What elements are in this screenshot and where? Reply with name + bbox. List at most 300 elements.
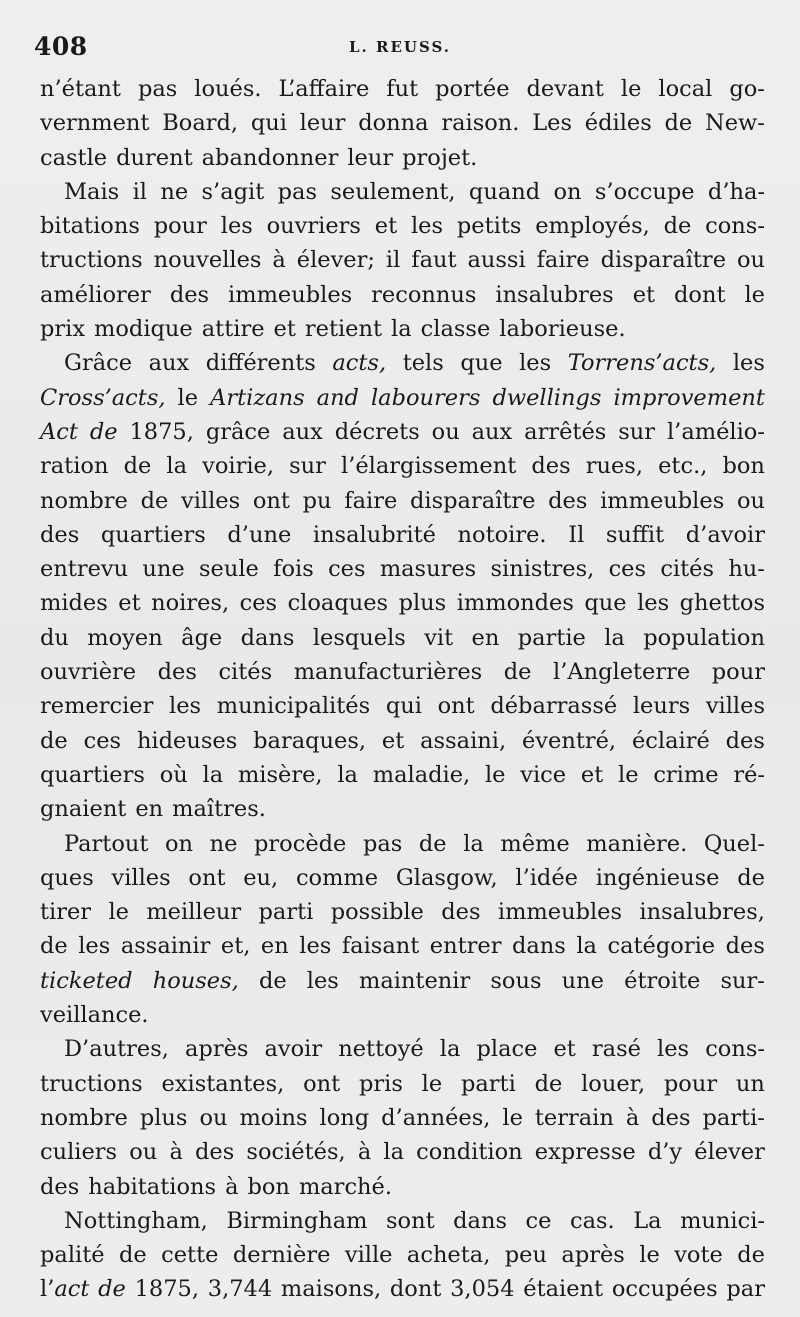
word: les (220, 213, 253, 240)
word: dont (389, 1276, 442, 1303)
word: immeubles (228, 281, 353, 308)
word: ne (209, 830, 238, 857)
word: dont (674, 281, 726, 308)
word: même (500, 830, 570, 857)
word: fois (273, 556, 314, 583)
word: quartiers (100, 521, 206, 548)
word: pour (663, 1070, 718, 1097)
word: attire (201, 316, 265, 343)
word: le (177, 384, 199, 411)
word: entrevu (40, 556, 129, 583)
word: Grâce (64, 350, 133, 377)
text-line (40, 449, 765, 483)
word: aux (148, 350, 190, 377)
word: manufacturières (293, 659, 483, 686)
word: Mais (64, 178, 120, 205)
word: insalubrité (312, 521, 436, 548)
word: ont (188, 864, 226, 891)
word: petits (456, 213, 522, 240)
text-line (40, 827, 765, 861)
word: immondes (456, 590, 574, 617)
word: après (185, 1036, 249, 1063)
word: la (202, 761, 224, 788)
word: improvement (613, 384, 765, 411)
word: dans (453, 1207, 508, 1234)
word: cloaques (287, 590, 389, 617)
word: ghettos (679, 590, 765, 617)
word: L’affaire (278, 76, 370, 102)
word: ces (83, 727, 122, 754)
word: acts, (332, 350, 387, 377)
word: modique (94, 316, 193, 343)
word: le (108, 899, 129, 926)
word: go- (729, 76, 765, 102)
text-line (40, 552, 765, 586)
word: ou (736, 247, 765, 274)
word: Artizans (210, 384, 305, 411)
word: assaini, (420, 727, 507, 754)
page-number: 408 (34, 32, 88, 61)
word: des (725, 933, 765, 960)
word: décrets (334, 418, 420, 445)
word: différents (205, 350, 316, 377)
word: procède (254, 830, 347, 857)
word: les (169, 693, 202, 720)
word: etc., (658, 453, 708, 480)
word: marché. (298, 1173, 393, 1200)
word: cons- (705, 1036, 765, 1063)
word: tirer (40, 899, 92, 926)
word: et (553, 1036, 576, 1063)
word: pour (153, 213, 207, 240)
text-line (40, 381, 765, 415)
text-line (40, 312, 765, 346)
word: de (503, 659, 532, 686)
text-line (40, 586, 765, 620)
word: des (531, 453, 571, 480)
word: leurs (632, 693, 691, 720)
word: mides (40, 590, 108, 617)
word: de (737, 864, 765, 891)
word: hideuses (136, 727, 238, 754)
word: lesquels (312, 624, 406, 651)
word: une (561, 967, 604, 994)
text-line (40, 209, 765, 243)
word: ces (328, 556, 366, 583)
word: loués. (194, 76, 262, 102)
word: cette (161, 1242, 219, 1269)
word: à (225, 1173, 239, 1200)
word: pas (362, 830, 403, 857)
word: suffit (605, 521, 665, 548)
word: de (123, 453, 152, 480)
word: du (40, 624, 69, 651)
word: vernment (40, 110, 150, 137)
word: ouvriers (266, 213, 361, 240)
word: des (548, 487, 588, 514)
word: des (195, 1139, 235, 1166)
word: ou (431, 418, 460, 445)
word: habitations (88, 1173, 217, 1200)
word: noires, (151, 590, 230, 617)
word: la (337, 761, 358, 788)
word: meilleur (146, 899, 242, 926)
word: villes (180, 487, 241, 514)
word: voirie, (202, 453, 274, 480)
word: la (383, 1139, 404, 1166)
word: masures (379, 556, 477, 583)
text-line (40, 1238, 765, 1272)
word: 1875, (129, 418, 194, 445)
word: New- (705, 110, 765, 137)
word: de (140, 487, 169, 514)
text-line (40, 1101, 765, 1135)
word: le (744, 281, 765, 308)
word: seulement, (330, 178, 456, 205)
word: pas (137, 76, 178, 102)
word: tels (402, 350, 444, 377)
text-line (40, 861, 765, 895)
word: ce (525, 1207, 552, 1234)
word: grâce (205, 418, 271, 445)
word: misère, (237, 761, 323, 788)
word: parti (258, 899, 314, 926)
word: condition (416, 1139, 523, 1166)
word: moins (239, 1104, 308, 1131)
word: bon (247, 1173, 290, 1200)
word: de (418, 830, 447, 857)
word: des (40, 521, 80, 548)
text-line (40, 689, 765, 723)
word: insalubres (495, 281, 614, 308)
word: étaient (523, 1276, 604, 1303)
word: rues, (585, 453, 643, 480)
word: en (471, 624, 500, 651)
word: reconnus (371, 281, 477, 308)
word: des (169, 281, 210, 308)
word: place (476, 1036, 538, 1063)
word: ou (129, 1139, 158, 1166)
word: n’étant (40, 76, 121, 102)
word: et (273, 316, 296, 343)
word: Partout (64, 830, 149, 857)
word: s’occupe (594, 178, 695, 205)
word: la (166, 453, 188, 480)
word: le (421, 1070, 443, 1097)
word: Il (568, 521, 585, 548)
word: à (357, 1139, 372, 1166)
word: les (299, 933, 332, 960)
word: fut (386, 76, 419, 102)
word: Nottingham, (64, 1207, 208, 1234)
word: élever; (296, 247, 375, 274)
word: avoir (264, 1036, 323, 1063)
word: ré- (733, 761, 765, 788)
word: 3,744 (207, 1276, 273, 1303)
word: projet. (402, 144, 478, 171)
word: cas. (569, 1207, 615, 1234)
word: et (374, 213, 398, 240)
word: maintenir (359, 967, 471, 994)
word: bon (722, 453, 765, 480)
word: tructions (40, 1070, 143, 1097)
word: d’y (647, 1139, 683, 1166)
text-line (40, 724, 765, 758)
word: hu- (728, 556, 765, 583)
text-line (40, 895, 765, 929)
word: villes (705, 693, 765, 720)
word: en (135, 796, 164, 823)
word: ingénieuse (595, 864, 720, 891)
word: et (632, 281, 656, 308)
word: de (119, 1242, 147, 1269)
word: assainir (120, 933, 211, 960)
word: le (502, 1104, 523, 1131)
word: eu, (243, 864, 279, 891)
word: améliorer (40, 281, 151, 308)
word: moyen (87, 624, 163, 651)
word: et (381, 727, 405, 754)
word: les (306, 967, 339, 994)
word: baraques, (253, 727, 367, 754)
word: dans (511, 933, 566, 960)
word: munici- (680, 1207, 765, 1234)
text-line (40, 415, 765, 449)
word: faire (344, 487, 398, 514)
word: sinistres, (490, 556, 595, 583)
word: on (165, 830, 194, 857)
word: pour (711, 659, 765, 686)
word: les (410, 213, 444, 240)
word: de (89, 418, 118, 445)
word: leur (347, 144, 394, 171)
word: de (258, 967, 287, 994)
word: par (726, 1276, 765, 1303)
word: sur (618, 418, 656, 445)
word: seule (199, 556, 259, 583)
word: cités (660, 556, 715, 583)
word: le (618, 761, 639, 788)
word: prix (40, 316, 86, 343)
word: débarrassé (490, 693, 618, 720)
word: pris (358, 1070, 403, 1097)
word: possible (330, 899, 424, 926)
word: remercier (40, 693, 154, 720)
word: manière. (586, 830, 688, 857)
word: de (663, 213, 692, 240)
word: édiles (584, 110, 652, 137)
word: culiers (40, 1139, 118, 1166)
word: aux (471, 418, 513, 445)
word: leur (299, 110, 346, 137)
word: les (657, 1036, 690, 1063)
word: d’une (227, 521, 292, 548)
word: houses, (152, 967, 239, 994)
word: ticketed (40, 967, 133, 994)
word: local (658, 76, 713, 102)
text-line (40, 1067, 765, 1101)
word: bitations (40, 213, 140, 240)
word: employés, (535, 213, 650, 240)
word: la (604, 624, 625, 651)
word: quand (468, 178, 541, 205)
word: portée (435, 76, 510, 102)
text-line (40, 621, 765, 655)
word: raison. (441, 110, 520, 137)
word: étroite (624, 967, 701, 994)
word: d’avoir (685, 521, 765, 548)
word: donna (358, 110, 429, 137)
word: s’agit (201, 178, 265, 205)
word: nettoyé (338, 1036, 424, 1063)
word: existantes, (161, 1070, 285, 1097)
word: les (519, 350, 552, 377)
text-line (40, 964, 765, 998)
word: des (651, 1104, 691, 1131)
word: ques (40, 864, 94, 891)
word: palité (40, 1242, 105, 1269)
word: devant (526, 76, 604, 102)
word: le (620, 76, 642, 102)
word: retient (304, 316, 383, 343)
word: immeubles (497, 899, 623, 926)
word: cons- (705, 213, 765, 240)
word: maladie, (372, 761, 471, 788)
word: castle (40, 144, 108, 171)
word: pu (302, 487, 332, 514)
word: arrêtés (524, 418, 607, 445)
word: classe (420, 316, 491, 343)
word: expresse (534, 1139, 636, 1166)
word: le (484, 761, 506, 788)
word: disparaître (409, 487, 536, 514)
word: ou (736, 487, 765, 514)
word: ces (608, 556, 647, 583)
word: Quel- (703, 830, 765, 857)
word: Board, (162, 110, 239, 137)
word: cités (218, 659, 273, 686)
word: abandonner (201, 144, 339, 171)
word: un (735, 1070, 765, 1097)
word: des (40, 1173, 80, 1200)
word: la (463, 830, 484, 857)
word: en (260, 933, 289, 960)
text-line (40, 518, 765, 552)
word: après (561, 1242, 625, 1269)
word: à (625, 1104, 640, 1131)
word: parti (460, 1070, 516, 1097)
word: sont (386, 1207, 435, 1234)
word: Les (532, 110, 573, 137)
text-line (40, 1170, 765, 1204)
word: ont (303, 1070, 341, 1097)
word: terrain (534, 1104, 614, 1131)
word: sur- (720, 967, 765, 994)
word: la (439, 1036, 461, 1063)
word: l’idée (515, 864, 578, 891)
word: durent (116, 144, 193, 171)
word: population (643, 624, 765, 651)
word: villes (111, 864, 171, 891)
word: la (391, 316, 412, 343)
word: insalubres, (639, 899, 765, 926)
word: ville (344, 1242, 393, 1269)
text-line (40, 929, 765, 963)
word: crime (653, 761, 719, 788)
word: de (534, 1070, 563, 1097)
word: des (725, 727, 765, 754)
text-line (40, 484, 765, 518)
word: ne (160, 178, 189, 205)
word: ont (252, 487, 290, 514)
word: ouvrière (40, 659, 137, 686)
word: nombre (40, 1104, 128, 1131)
running-head: L. REUSS. (349, 38, 451, 56)
word: âge (181, 624, 223, 651)
word: sur (289, 453, 326, 480)
word: l’amélio- (666, 418, 765, 445)
word: vit (424, 624, 454, 651)
word: et (118, 590, 141, 617)
word: élever (694, 1139, 765, 1166)
word: rasé (591, 1036, 641, 1063)
word: Cross’acts, (40, 384, 166, 411)
word: Glasgow, (395, 864, 498, 891)
text-line (40, 1032, 765, 1066)
word: ces (239, 590, 278, 617)
text-line (40, 72, 765, 106)
word: et (580, 761, 604, 788)
word: ration (40, 453, 109, 480)
word: nouvelles (153, 247, 262, 274)
word: faire (536, 247, 590, 274)
word: l’élargissement (341, 453, 517, 480)
word: que (584, 590, 627, 617)
word: des (157, 659, 197, 686)
word: d’années, (381, 1104, 491, 1131)
word: pas (277, 178, 317, 205)
page-header (34, 30, 766, 66)
word: ont (437, 693, 475, 720)
word: parti- (702, 1104, 765, 1131)
word: Birmingham (226, 1207, 368, 1234)
word: occupées (611, 1276, 718, 1303)
word: de (40, 933, 68, 960)
word: comme (295, 864, 379, 891)
word: il (385, 247, 401, 274)
word: où (159, 761, 188, 788)
word: disparaître (600, 247, 727, 274)
text-line (40, 655, 765, 689)
word: les (78, 933, 111, 960)
word: notoire. (457, 521, 547, 548)
word: immeubles (600, 487, 725, 514)
text-line (40, 998, 765, 1032)
word: sociétés, (246, 1139, 346, 1166)
body-text (40, 72, 765, 1307)
word: de (98, 1276, 126, 1303)
text-line (40, 106, 765, 140)
word: faisant (341, 933, 420, 960)
word: ou (199, 1104, 228, 1131)
word: la (576, 933, 597, 960)
word: catégorie (607, 933, 716, 960)
word: veillance. (40, 1002, 149, 1029)
word: louer, (581, 1070, 646, 1097)
word: faut (411, 247, 457, 274)
word: tructions (40, 247, 143, 274)
word: La (633, 1207, 662, 1234)
